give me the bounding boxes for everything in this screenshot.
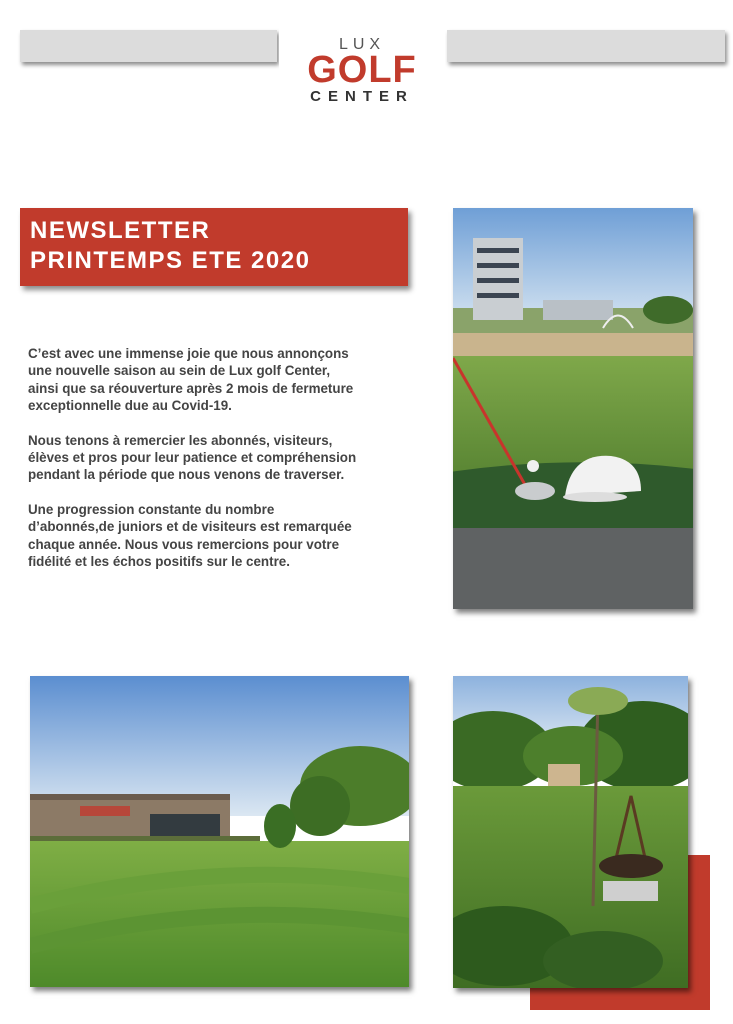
text-line: une nouvelle saison au sein de Lux golf Center,: [28, 363, 331, 379]
header-bar-right: [447, 30, 725, 62]
text-line: ainsi que sa réouverture après 2 mois de fermeture: [28, 380, 354, 396]
photo-clubhouse-svg: [30, 676, 409, 987]
text-line: Nous tenons à remercier les abonnés, visiteurs,: [28, 432, 333, 448]
text-line: Une progression constante du nombre: [28, 501, 275, 517]
photo-garden-svg: [453, 676, 688, 988]
title-line-2: PRINTEMPS ETE 2020: [30, 247, 311, 274]
photo-garden: [453, 676, 688, 988]
text-line: fidélité et les échos positifs sur le centre.: [28, 554, 290, 570]
lux-golf-center-logo: [279, 24, 445, 110]
header-bar-left: [20, 30, 277, 62]
paragraph-2: [28, 432, 428, 484]
text-line: C’est avec une immense joie que nous annonçons: [28, 346, 349, 361]
text-line: pendant la période que nous venons de traverser.: [28, 467, 345, 483]
photo-tee-and-cap: [453, 208, 693, 609]
photo-clubhouse-fairway: [30, 676, 409, 987]
newsletter-body: [28, 345, 428, 587]
text-line: exceptionnelle due au Covid-19.: [28, 398, 232, 414]
logo-center-text: CENTER: [310, 88, 414, 105]
text-line: d’abonnés,de juniors et de visiteurs est remarquée: [28, 519, 352, 535]
paragraph-1: [28, 345, 428, 415]
newsletter-title-box: [20, 208, 408, 286]
title-line-1: NEWSLETTER: [30, 217, 211, 244]
logo-lux-text: LUX: [338, 36, 386, 53]
paragraph-3: [28, 501, 428, 571]
logo-golf-text: GOLF: [307, 49, 417, 91]
photo-tee-svg: [453, 208, 693, 609]
text-line: chaque année. Nous vous remercions pour votre: [28, 536, 340, 552]
text-line: élèves et pros pour leur patience et compréhension: [28, 450, 357, 466]
